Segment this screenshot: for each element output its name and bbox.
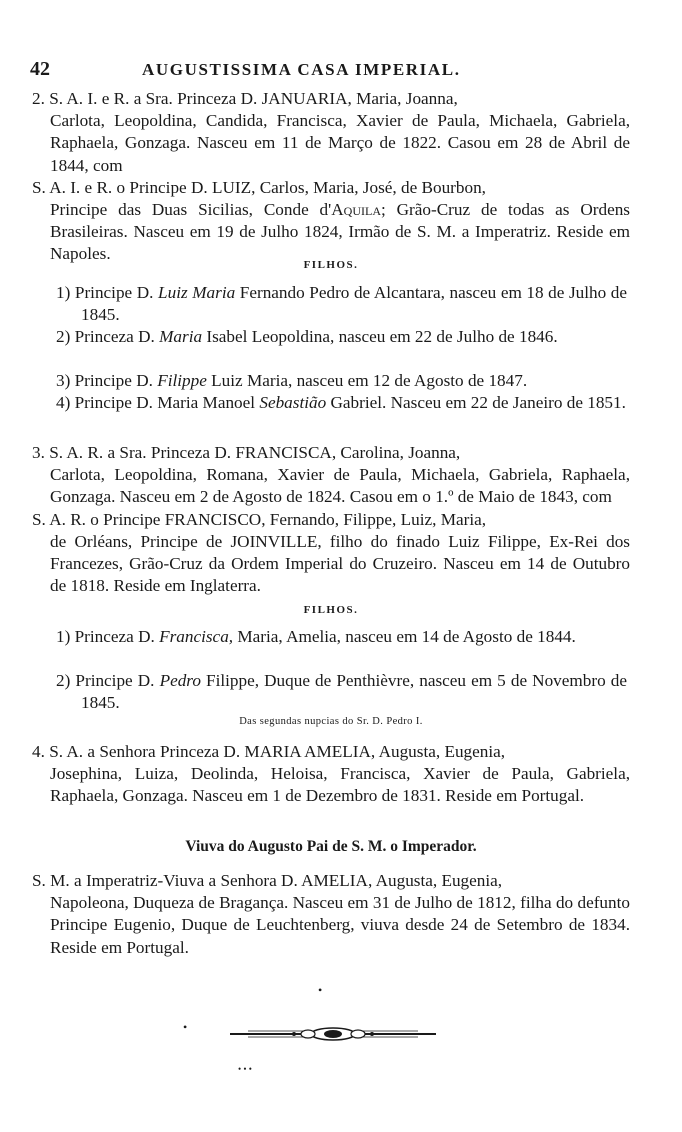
husband-luiz-text <box>32 199 630 266</box>
entry-francisca <box>32 442 630 597</box>
husband-luiz-text-a: Principe das Duas Sicilias, Conde d' <box>50 200 332 220</box>
entry-empress-widow <box>32 870 630 959</box>
child-italic-name: Luiz Maria <box>158 283 236 302</box>
child-text: 3) Principe D. <box>56 371 158 390</box>
page-number: 42 <box>30 58 50 80</box>
husband-joinville-text: de Orléans, Principe de JOINVILLE, filho do finado Luiz Filippe, Ex-Rei dos Francezes, Grão-Cruz da Ordem Imperial do Cruzeiro. Nasceu em 14 de Outubro de 1818. Reside em Inglaterra. <box>50 531 630 596</box>
child-text: 1) Principe D. <box>56 283 159 302</box>
child-item <box>56 626 627 648</box>
child-item <box>56 370 627 392</box>
husband-luiz-text-b: ; Grão-Cruz de todas as Ordens Brasileiras. Nasceu em 19 de Julho 1824, Irmão de S. M. a Imperatriz. Reside em Napoles. <box>50 200 630 264</box>
entry-januaria <box>32 88 630 266</box>
entry-januaria-first-line: 2. S. A. I. e R. a Sra. Princeza D. JANUARIA, Maria, Joanna, <box>32 89 458 108</box>
child-item <box>56 670 627 714</box>
child-text: Luiz Maria, nasceu em 12 de Agosto de 1847. <box>206 371 528 390</box>
entry-maria-amelia-text: Josephina, Luiza, Deolinda, Heloisa, Francisca, Xavier de Paula, Gabriela, Raphaela, Gonzaga. Nasceu em 1 de Dezembro de 1831. Reside em Portugal. <box>50 764 630 806</box>
ornament-dot: • <box>183 1020 188 1034</box>
child-text: 1) Princeza D. <box>56 627 160 646</box>
entry-francisca-first-line: 3. S. A. R. a Sra. Princeza D. FRANCISCA, Carolina, Joanna, <box>32 443 461 462</box>
child-italic-name: Filippe <box>157 371 207 390</box>
entry-maria-amelia <box>32 741 630 808</box>
second-marriage-note: Das segundas nupcias do Sr. D. Pedro I. <box>239 716 423 727</box>
child-text: Gabriel. Nasceu em 22 de Janeiro de 1851. <box>326 393 626 412</box>
child-item <box>56 392 627 414</box>
child-item <box>56 326 627 348</box>
child-italic-name: Maria <box>159 327 203 346</box>
children-heading-2: FILHOS. <box>303 604 359 616</box>
title-aquila: Aquila <box>331 200 381 220</box>
stray-print-mark: • • • <box>238 1064 252 1074</box>
entry-januaria-text: Carlota, Leopoldina, Candida, Francisca, Xavier de Paula, Michaela, Gabriela, Raphaela, Gonzaga. Nasceu em 11 de Março de 1822. Casou em 28 de Abril de 1844, com <box>50 111 630 175</box>
husband-luiz-first-line: S. A. I. e R. o Principe D. LUIZ, Carlos, Maria, José, de Bourbon, <box>32 177 486 197</box>
child-text: Isabel Leopoldina, nasceu em 22 de Julho de 1846. <box>202 327 558 346</box>
child-italic-name: Sebastião <box>259 393 327 412</box>
entry-maria-amelia-first-line: 4. S. A. a Senhora Princeza D. MARIA AMELIA, Augusta, Eugenia, <box>32 742 506 761</box>
widow-heading: Viuva do Augusto Pai de S. M. o Imperador. <box>185 838 477 855</box>
ornament-dot: • <box>318 983 323 997</box>
child-item <box>56 282 627 326</box>
entry-empress-widow-first-line: S. M. a Imperatriz-Viuva a Senhora D. AMELIA, Augusta, Eugenia, <box>32 871 503 890</box>
entry-francisca-text: Carlota, Leopoldina, Romana, Xavier de Paula, Michaela, Gabriela, Raphaela, Gonzaga. Nasceu em 2 de Agosto de 1824. Casou em o 1.º de Maio de 1843, com <box>50 465 630 507</box>
tailpiece-ornament <box>230 1022 436 1046</box>
children-heading-1: FILHOS. <box>303 259 359 271</box>
child-text: Filippe, Duque de Penthièvre, nasceu em 5 de Novembro de 1845. <box>81 671 627 713</box>
child-text: Maria, Amelia, nasceu em 14 de Agosto de 1844. <box>233 627 576 646</box>
running-head <box>30 58 650 82</box>
husband-joinville-first-line: S. A. R. o Principe FRANCISCO, Fernando, Filippe, Luiz, Maria, <box>32 509 487 529</box>
child-text: 2) Princeza D. <box>56 327 160 346</box>
child-italic-name: Francisca, <box>159 627 234 646</box>
child-italic-name: Pedro <box>159 671 201 690</box>
entry-empress-widow-text: Napoleona, Duqueza de Bragança. Nasceu em 31 de Julho de 1812, filha do defunto Principe Eugenio, Duque de Leuchtenberg, viuva desde 24 de Setembro de 1834. Reside em Portugal. <box>50 893 630 957</box>
running-title: AUGUSTISSIMA CASA IMPERIAL. <box>142 60 461 79</box>
child-text: 2) Principe D. <box>56 671 160 690</box>
child-text: Fernando Pedro de Alcantara, nasceu em 18 de Julho de 1845. <box>81 283 628 325</box>
child-text: 4) Principe D. Maria Manoel <box>56 393 260 412</box>
